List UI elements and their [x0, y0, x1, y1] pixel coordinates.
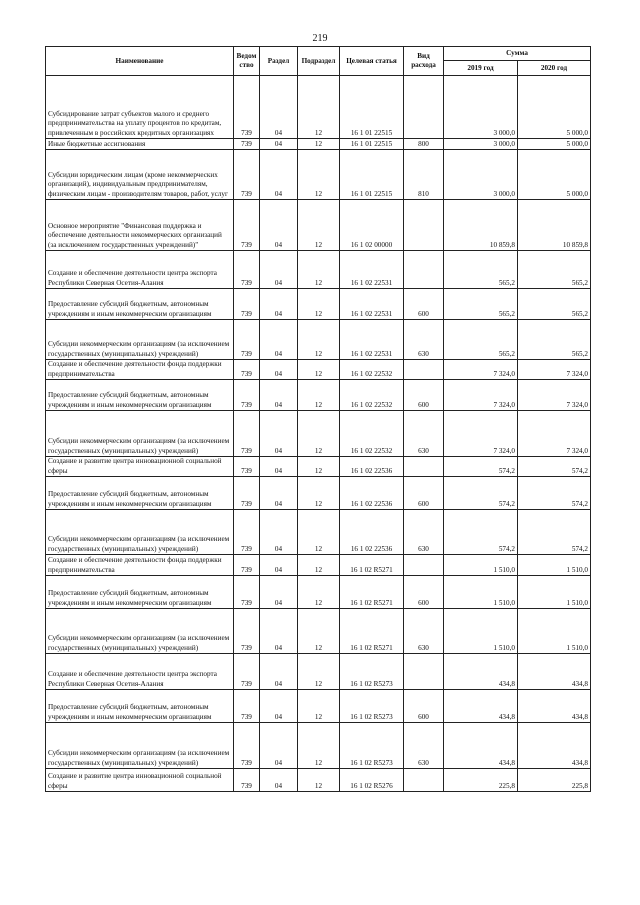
header-year-2020: 2020 год	[518, 61, 591, 76]
row-podrazdel-cell: 12	[298, 360, 340, 380]
row-podrazdel-cell: 12	[298, 769, 340, 792]
row-razdel-cell: 04	[260, 360, 298, 380]
row-razdel-cell: 04	[260, 555, 298, 576]
table-row	[46, 510, 591, 555]
row-razdel-cell: 04	[260, 320, 298, 360]
row-cs-cell: 16 1 02 22532	[340, 411, 404, 457]
table-row	[46, 555, 591, 576]
row-sum-2020-cell: 565,2	[518, 251, 591, 289]
row-vr-cell: 810	[404, 150, 444, 200]
row-razdel-cell: 04	[260, 76, 298, 139]
row-name-cell: Создание и обеспечение деятельности фонда поддержки предпринимательства	[46, 555, 234, 576]
table-row	[46, 289, 591, 320]
row-sum-2019-cell: 434,8	[444, 690, 518, 723]
row-podrazdel-cell: 12	[298, 555, 340, 576]
table-row	[46, 690, 591, 723]
row-sum-2020-cell: 574,2	[518, 457, 591, 477]
row-vr-cell	[404, 769, 444, 792]
budget-table	[45, 46, 591, 792]
row-sum-2020-cell: 434,8	[518, 654, 591, 690]
row-ved-cell: 739	[234, 457, 260, 477]
row-ved-cell: 739	[234, 576, 260, 609]
row-sum-2020-cell: 1 510,0	[518, 555, 591, 576]
row-razdel-cell: 04	[260, 200, 298, 251]
row-cs-cell: 16 1 02 22532	[340, 360, 404, 380]
row-ved-cell: 739	[234, 477, 260, 510]
row-sum-2020-cell: 5 000,0	[518, 76, 591, 139]
row-ved-cell: 739	[234, 289, 260, 320]
row-name-cell: Субсидирование затрат субъектов малого и среднего предпринимательства на уплату процентов по кредитам, привлеченным в российских кредитных организациях	[46, 76, 234, 139]
row-name-cell: Создание и обеспечение деятельности фонда поддержки предпринимательства	[46, 360, 234, 380]
header-vr: Вид расхода	[404, 47, 444, 76]
row-cs-cell: 16 1 02 22536	[340, 510, 404, 555]
row-vr-cell	[404, 457, 444, 477]
row-sum-2020-cell: 5 000,0	[518, 150, 591, 200]
row-sum-2020-cell: 574,2	[518, 510, 591, 555]
row-cs-cell: 16 1 02 R5271	[340, 555, 404, 576]
row-podrazdel-cell: 12	[298, 690, 340, 723]
row-vr-cell	[404, 200, 444, 251]
row-podrazdel-cell: 12	[298, 289, 340, 320]
row-razdel-cell: 04	[260, 723, 298, 769]
row-name-cell: Субсидии некоммерческим организациям (за исключением государственных (муниципальных) учреждений)	[46, 320, 234, 360]
row-vr-cell: 600	[404, 289, 444, 320]
row-sum-2020-cell: 434,8	[518, 690, 591, 723]
row-sum-2019-cell: 574,2	[444, 477, 518, 510]
row-ved-cell: 739	[234, 769, 260, 792]
row-razdel-cell: 04	[260, 457, 298, 477]
row-ved-cell: 739	[234, 654, 260, 690]
row-podrazdel-cell: 12	[298, 654, 340, 690]
row-ved-cell: 739	[234, 139, 260, 150]
row-sum-2019-cell: 434,8	[444, 723, 518, 769]
row-razdel-cell: 04	[260, 477, 298, 510]
row-ved-cell: 739	[234, 320, 260, 360]
row-podrazdel-cell: 12	[298, 320, 340, 360]
row-vr-cell	[404, 555, 444, 576]
row-name-cell: Иные бюджетные ассигнования	[46, 139, 234, 150]
row-sum-2020-cell: 7 324,0	[518, 380, 591, 411]
row-vr-cell	[404, 251, 444, 289]
row-podrazdel-cell: 12	[298, 723, 340, 769]
row-name-cell: Субсидии некоммерческим организациям (за исключением государственных (муниципальных) учреждений)	[46, 609, 234, 654]
row-name-cell: Предоставление субсидий бюджетным, автономным учреждениям и иным некоммерческим организациям	[46, 576, 234, 609]
row-name-cell: Субсидии некоммерческим организациям (за исключением государственных (муниципальных) учреждений)	[46, 510, 234, 555]
row-sum-2020-cell: 565,2	[518, 320, 591, 360]
row-ved-cell: 739	[234, 411, 260, 457]
row-podrazdel-cell: 12	[298, 76, 340, 139]
row-vr-cell: 630	[404, 411, 444, 457]
row-podrazdel-cell: 12	[298, 251, 340, 289]
row-vr-cell: 630	[404, 723, 444, 769]
row-podrazdel-cell: 12	[298, 380, 340, 411]
row-razdel-cell: 04	[260, 690, 298, 723]
row-cs-cell: 16 1 01 22515	[340, 76, 404, 139]
row-sum-2020-cell: 225,8	[518, 769, 591, 792]
row-podrazdel-cell: 12	[298, 411, 340, 457]
row-razdel-cell: 04	[260, 654, 298, 690]
row-sum-2019-cell: 3 000,0	[444, 139, 518, 150]
row-cs-cell: 16 1 02 22531	[340, 251, 404, 289]
row-razdel-cell: 04	[260, 510, 298, 555]
table-row	[46, 150, 591, 200]
row-vr-cell: 630	[404, 510, 444, 555]
row-ved-cell: 739	[234, 76, 260, 139]
row-cs-cell: 16 1 02 R5276	[340, 769, 404, 792]
row-cs-cell: 16 1 02 22531	[340, 289, 404, 320]
row-vr-cell	[404, 76, 444, 139]
row-vr-cell: 600	[404, 690, 444, 723]
row-ved-cell: 739	[234, 690, 260, 723]
row-name-cell: Создание и обеспечение деятельности центра экспорта Республики Северная Осетия-Алания	[46, 251, 234, 289]
row-razdel-cell: 04	[260, 251, 298, 289]
row-razdel-cell: 04	[260, 139, 298, 150]
row-cs-cell: 16 1 02 00000	[340, 200, 404, 251]
row-vr-cell: 600	[404, 477, 444, 510]
row-sum-2019-cell: 1 510,0	[444, 555, 518, 576]
header-ved: Ведом ство	[234, 47, 260, 76]
row-cs-cell: 16 1 01 22515	[340, 139, 404, 150]
header-podrazdel: Подраздел	[298, 47, 340, 76]
row-cs-cell: 16 1 01 22515	[340, 150, 404, 200]
row-podrazdel-cell: 12	[298, 609, 340, 654]
row-sum-2020-cell: 7 324,0	[518, 411, 591, 457]
row-cs-cell: 16 1 02 22531	[340, 320, 404, 360]
row-name-cell: Предоставление субсидий бюджетным, автономным учреждениям и иным некоммерческим организациям	[46, 690, 234, 723]
row-vr-cell: 600	[404, 380, 444, 411]
row-ved-cell: 739	[234, 360, 260, 380]
row-razdel-cell: 04	[260, 576, 298, 609]
row-cs-cell: 16 1 02 R5271	[340, 609, 404, 654]
row-sum-2019-cell: 565,2	[444, 289, 518, 320]
header-cs: Целевая статья	[340, 47, 404, 76]
header-name: Наименование	[46, 47, 234, 76]
header-razdel: Раздел	[260, 47, 298, 76]
row-sum-2020-cell: 5 000,0	[518, 139, 591, 150]
table-row	[46, 457, 591, 477]
table-row	[46, 411, 591, 457]
row-ved-cell: 739	[234, 555, 260, 576]
row-name-cell: Предоставление субсидий бюджетным, автономным учреждениям и иным некоммерческим организациям	[46, 380, 234, 411]
row-sum-2019-cell: 3 000,0	[444, 76, 518, 139]
row-cs-cell: 16 1 02 22536	[340, 477, 404, 510]
row-sum-2019-cell: 3 000,0	[444, 150, 518, 200]
row-vr-cell: 600	[404, 576, 444, 609]
row-vr-cell: 800	[404, 139, 444, 150]
row-podrazdel-cell: 12	[298, 477, 340, 510]
row-ved-cell: 739	[234, 200, 260, 251]
table-row	[46, 576, 591, 609]
row-sum-2019-cell: 7 324,0	[444, 360, 518, 380]
table-row	[46, 769, 591, 792]
row-name-cell: Основное мероприятие "Финансовая поддержка и обеспечение деятельности некоммерческих организаций (за исключением государственных учреждений)"	[46, 200, 234, 251]
row-sum-2020-cell: 7 324,0	[518, 360, 591, 380]
table-row	[46, 320, 591, 360]
row-cs-cell: 16 1 02 22532	[340, 380, 404, 411]
row-sum-2019-cell: 225,8	[444, 769, 518, 792]
row-sum-2019-cell: 565,2	[444, 251, 518, 289]
row-vr-cell: 630	[404, 609, 444, 654]
header-summa: Сумма	[444, 47, 591, 61]
table-header	[46, 47, 591, 76]
row-ved-cell: 739	[234, 251, 260, 289]
row-sum-2019-cell: 7 324,0	[444, 380, 518, 411]
row-ved-cell: 739	[234, 723, 260, 769]
row-cs-cell: 16 1 02 22536	[340, 457, 404, 477]
table-row	[46, 654, 591, 690]
table-row	[46, 360, 591, 380]
table-row	[46, 380, 591, 411]
row-razdel-cell: 04	[260, 289, 298, 320]
row-sum-2019-cell: 574,2	[444, 510, 518, 555]
row-sum-2020-cell: 1 510,0	[518, 576, 591, 609]
row-name-cell: Субсидии некоммерческим организациям (за исключением государственных (муниципальных) учреждений)	[46, 411, 234, 457]
row-ved-cell: 739	[234, 609, 260, 654]
row-name-cell: Создание и развитие центра инновационной социальной сферы	[46, 457, 234, 477]
table-body	[46, 76, 591, 792]
row-sum-2019-cell: 574,2	[444, 457, 518, 477]
row-sum-2020-cell: 10 859,8	[518, 200, 591, 251]
row-sum-2019-cell: 7 324,0	[444, 411, 518, 457]
table-row	[46, 200, 591, 251]
row-ved-cell: 739	[234, 380, 260, 411]
row-sum-2020-cell: 1 510,0	[518, 609, 591, 654]
row-name-cell: Предоставление субсидий бюджетным, автономным учреждениям и иным некоммерческим организациям	[46, 477, 234, 510]
row-sum-2020-cell: 574,2	[518, 477, 591, 510]
row-sum-2019-cell: 434,8	[444, 654, 518, 690]
row-podrazdel-cell: 12	[298, 457, 340, 477]
row-ved-cell: 739	[234, 150, 260, 200]
row-podrazdel-cell: 12	[298, 576, 340, 609]
table-row	[46, 723, 591, 769]
row-sum-2019-cell: 10 859,8	[444, 200, 518, 251]
table-row	[46, 139, 591, 150]
row-razdel-cell: 04	[260, 769, 298, 792]
row-podrazdel-cell: 12	[298, 150, 340, 200]
row-cs-cell: 16 1 02 R5273	[340, 654, 404, 690]
row-sum-2020-cell: 434,8	[518, 723, 591, 769]
row-razdel-cell: 04	[260, 411, 298, 457]
table-row	[46, 477, 591, 510]
row-vr-cell: 630	[404, 320, 444, 360]
row-name-cell: Создание и развитие центра инновационной социальной сферы	[46, 769, 234, 792]
row-name-cell: Субсидии юридическим лицам (кроме некоммерческих организаций), индивидуальным предпринимателям, физическим лицам - производителям товаров, работ, услуг	[46, 150, 234, 200]
row-name-cell: Субсидии некоммерческим организациям (за исключением государственных (муниципальных) учреждений)	[46, 723, 234, 769]
row-sum-2020-cell: 565,2	[518, 289, 591, 320]
row-podrazdel-cell: 12	[298, 510, 340, 555]
table-row	[46, 609, 591, 654]
row-ved-cell: 739	[234, 510, 260, 555]
table-row	[46, 76, 591, 139]
row-vr-cell	[404, 360, 444, 380]
row-podrazdel-cell: 12	[298, 139, 340, 150]
row-cs-cell: 16 1 02 R5273	[340, 723, 404, 769]
header-year-2019: 2019 год	[444, 61, 518, 76]
page-number: 219	[312, 33, 328, 44]
row-sum-2019-cell: 1 510,0	[444, 609, 518, 654]
row-name-cell: Предоставление субсидий бюджетным, автономным учреждениям и иным некоммерческим организациям	[46, 289, 234, 320]
row-name-cell: Создание и обеспечение деятельности центра экспорта Республики Северная Осетия-Алания	[46, 654, 234, 690]
row-sum-2019-cell: 1 510,0	[444, 576, 518, 609]
row-vr-cell	[404, 654, 444, 690]
row-sum-2019-cell: 565,2	[444, 320, 518, 360]
table-row	[46, 251, 591, 289]
row-cs-cell: 16 1 02 R5273	[340, 690, 404, 723]
row-cs-cell: 16 1 02 R5271	[340, 576, 404, 609]
row-razdel-cell: 04	[260, 380, 298, 411]
row-razdel-cell: 04	[260, 150, 298, 200]
row-razdel-cell: 04	[260, 609, 298, 654]
row-podrazdel-cell: 12	[298, 200, 340, 251]
